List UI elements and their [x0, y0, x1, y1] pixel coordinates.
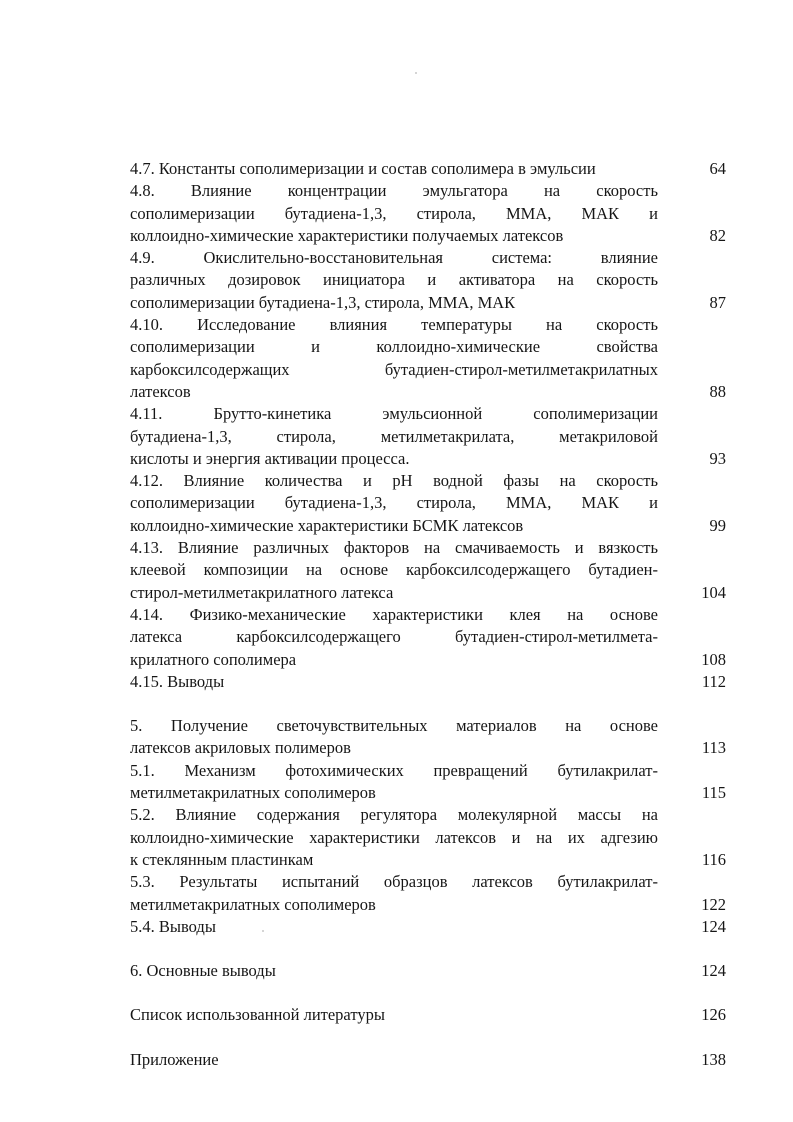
toc-entry-line: к стеклянным пластинкам: [130, 849, 314, 869]
toc-entry-4-11: [130, 403, 726, 470]
toc-entry-6: [130, 960, 726, 982]
toc-page-number: 138: [701, 1049, 726, 1069]
toc-entry-line: крилатного сополимера: [130, 649, 297, 669]
toc-entry-line: 4.14. Физико-механические характеристики клея на основе: [130, 604, 658, 624]
toc-page-number: 113: [701, 738, 726, 758]
toc-entry-line: 4.8. Влияние концентрации эмульгатора на скорость: [130, 181, 658, 201]
toc-page-number: 126: [701, 1005, 726, 1025]
toc-page-number: 112: [701, 671, 726, 691]
toc-entry-line: коллоидно-химические характеристики латексов и на их адгезию: [130, 827, 658, 847]
toc-entry-appendix: [130, 1049, 726, 1071]
toc-entry-4-14: [130, 604, 726, 671]
toc-entry-4-15: [130, 671, 726, 693]
toc-entry-line: латексов: [130, 381, 191, 401]
toc-page-number: 116: [701, 849, 726, 869]
toc-page-number: 82: [709, 225, 726, 245]
toc-entry-references: [130, 1004, 726, 1026]
toc-entry-line: кислоты и энергия активации процесса.: [130, 448, 410, 468]
toc-entry-line: 4.13. Влияние различных факторов на смачиваемость и вязкость: [130, 538, 658, 558]
toc-page-number: 93: [709, 448, 726, 468]
toc-entry-line: коллоидно-химические характеристики БСМК латексов: [130, 515, 524, 535]
toc-page-number: 88: [709, 381, 726, 401]
toc-page-number: 122: [701, 894, 726, 914]
toc-entry-line: коллоидно-химические характеристики получаемых латексов: [130, 225, 564, 245]
section-gap: [130, 693, 726, 715]
toc-entry-line: латексов акриловых полимеров: [130, 738, 351, 758]
toc-entry-5: [130, 715, 726, 760]
toc-entry-line: клеевой композиции на основе карбоксилсодержащего бутадиен-: [130, 560, 658, 580]
section-gap: [130, 982, 726, 1004]
toc-entry-line: различных дозировок инициатора и активатора на скорость: [130, 270, 658, 290]
toc-entry-5-4: [130, 916, 726, 938]
toc-entry-line: 5. Получение светочувствительных материалов на основе: [130, 716, 658, 736]
toc-page-number: 115: [701, 783, 726, 803]
toc-entry-line: сополимеризации и коллоидно-химические свойства: [130, 337, 658, 357]
toc-entry-5-1: [130, 760, 726, 805]
toc-entry-line: 5.1. Механизм фотохимических превращений бутилакрилат-: [130, 760, 658, 780]
toc-entry-line: 4.9. Окислительно-восстановительная система: влияние: [130, 248, 658, 268]
section-gap: [130, 938, 726, 960]
toc-entry-4-9: [130, 247, 726, 314]
section-gap: [130, 1027, 726, 1049]
toc-entry-line: сополимеризации бутадиена-1,3, стирола, ММА, МАК и: [130, 203, 658, 223]
toc-entry-line: сополимеризации бутадиена-1,3, стирола, ММА, МАК и: [130, 493, 658, 513]
toc-entry-line: бутадиена-1,3, стирола, метилметакрилата, метакриловой: [130, 426, 658, 446]
toc-entry-line: стирол-метилметакрилатного латекса: [130, 582, 394, 602]
toc-entry-line: 4.12. Влияние количества и рН водной фазы на скорость: [130, 471, 658, 491]
toc-entry-4-13: [130, 537, 726, 604]
toc-entry-line: 6. Основные выводы: [130, 961, 276, 981]
scan-speck: [415, 72, 417, 74]
toc-entry-line: метилметакрилатных сополимеров: [130, 783, 376, 803]
toc-entry-line: карбоксилсодержащих бутадиен-стирол-метилметакрилатных: [130, 359, 658, 379]
toc-page-number: 108: [701, 649, 726, 669]
toc-entry-line: 5.3. Результаты испытаний образцов латексов бутилакрилат-: [130, 872, 658, 892]
toc-page-number: 64: [709, 159, 726, 178]
toc-page-number: 124: [701, 916, 726, 936]
toc-page-number: 104: [701, 582, 726, 602]
toc-entry-5-3: [130, 871, 726, 916]
toc-entry-line: 4.15. Выводы: [130, 671, 225, 691]
toc-entry-4-10: [130, 314, 726, 403]
toc-entry-4-7: [130, 158, 726, 180]
toc-entry-line: 5.4. Выводы: [130, 916, 216, 936]
toc-entry-4-8: [130, 180, 726, 247]
toc-entry-line: латекса карбоксилсодержащего бутадиен-стирол-метилмета-: [130, 627, 658, 647]
toc-entry-line: 4.11. Брутто-кинетика эмульсионной сополимеризации: [130, 404, 658, 424]
toc-entry-4-12: [130, 470, 726, 537]
toc-entry-line: сополимеризации бутадиена-1,3, стирола, ММА, МАК: [130, 292, 516, 312]
toc-entry-5-2: [130, 804, 726, 871]
toc-entry-line: 4.7. Константы сополимеризации и состав сополимера в эмульсии: [130, 159, 596, 178]
toc-entry-line: Список использованной литературы: [130, 1005, 385, 1025]
toc-page-number: 124: [701, 961, 726, 981]
toc-page-number: 87: [709, 292, 726, 312]
table-of-contents: [130, 158, 726, 1071]
toc-entry-line: 5.2. Влияние содержания регулятора молекулярной массы на: [130, 805, 658, 825]
toc-page-number: 99: [709, 515, 726, 535]
toc-entry-line: Приложение: [130, 1049, 219, 1069]
toc-entry-line: метилметакрилатных сополимеров: [130, 894, 376, 914]
toc-entry-line: 4.10. Исследование влияния температуры на скорость: [130, 315, 658, 335]
